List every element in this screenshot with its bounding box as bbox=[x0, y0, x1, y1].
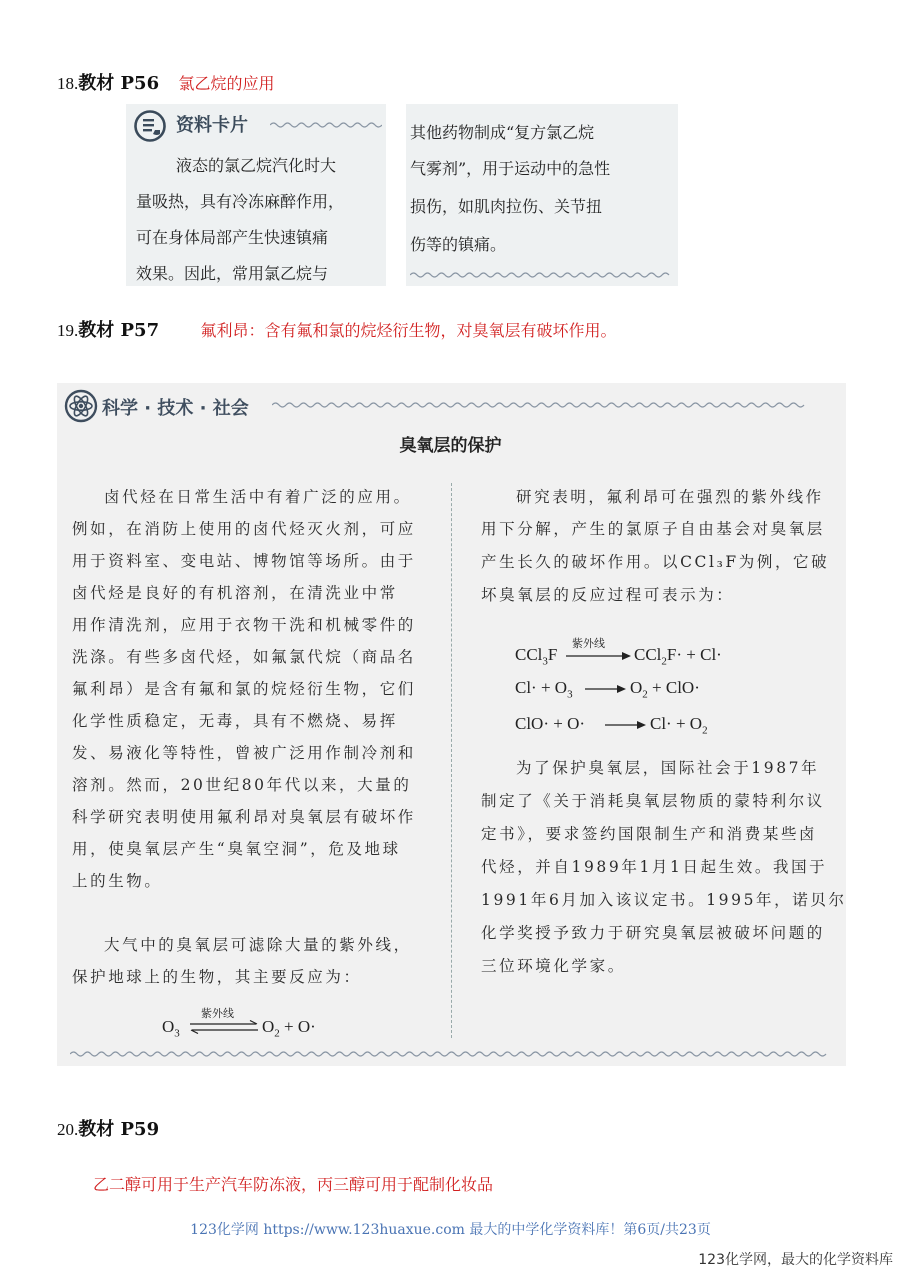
body-text-line: 产生长久的破坏作用。以CCl₃F为例，它破 bbox=[481, 553, 830, 571]
body-text-line: 保护地球上的生物，其主要反应为： bbox=[72, 968, 362, 986]
body-text-line: 化学奖授予致力于研究臭氧层被破坏问题的 bbox=[481, 924, 825, 942]
section-label: 教材 P56 bbox=[78, 73, 160, 94]
body-text-line: 例如，在消防上使用的卤代烃灭火剂，可应 bbox=[72, 520, 416, 538]
section-label: 教材 P59 bbox=[78, 1119, 160, 1140]
section-note: 氟利昂：含有氟和氯的烷烃衍生物，对臭氧层有破坏作用。 bbox=[200, 321, 617, 340]
body-text-line: 氟利昂）是含有氟和氯的烷烃衍生物，它们 bbox=[72, 680, 416, 698]
section-19-heading bbox=[57, 316, 617, 342]
arrow-icon bbox=[566, 651, 632, 661]
body-text-line: 研究表明，氟利昂可在强烈的紫外线作 bbox=[516, 488, 824, 506]
section-note: 乙二醇可用于生产汽车防冻液，丙三醇可用于配制化妆品 bbox=[93, 1175, 494, 1194]
column-divider bbox=[451, 483, 452, 1038]
section-label: 教材 P57 bbox=[78, 320, 160, 341]
equation-reactant: CCl$_3$F bbox=[515, 645, 558, 668]
wave-decoration bbox=[272, 401, 838, 409]
body-text-line: 三位环境化学家。 bbox=[481, 957, 626, 975]
body-text-line: 化学性质稳定，无毒，具有不燃烧、易挥 bbox=[72, 712, 398, 730]
body-text-line: 用作清洗剂，应用于衣物干洗和机械零件的 bbox=[72, 616, 416, 634]
body-text-line: 1991年6月加入该议定书。1995年，诺贝尔 bbox=[481, 891, 847, 909]
body-text-line: 定书》，要求签约国限制生产和消费某些卤 bbox=[481, 825, 818, 843]
card-title: 科学 · 技术 · 社会 bbox=[102, 398, 249, 419]
card-text-line: 损伤，如肌肉拉伤、关节扭 bbox=[410, 194, 602, 217]
body-text-line: 发、易液化等特性，曾被广泛用作制冷剂和 bbox=[72, 744, 416, 762]
equation-product: $Cl\cdot + O_2$ bbox=[650, 714, 708, 737]
body-text-line: 代烃，并自1989年1月1日起生效。我国于 bbox=[481, 858, 828, 876]
section-20-heading bbox=[57, 1115, 159, 1141]
equation-reactant: $Cl\cdot + O_3$ bbox=[515, 678, 573, 701]
body-text-line: 坏臭氧层的反应过程可表示为： bbox=[481, 586, 735, 604]
card-title: 资料卡片 bbox=[176, 115, 248, 136]
section-note: 氯乙烷的应用 bbox=[178, 74, 275, 93]
wave-decoration bbox=[70, 1050, 838, 1058]
wave-decoration bbox=[270, 121, 382, 129]
body-text-line: 用下分解，产生的氯原子自由基会对臭氧层 bbox=[481, 520, 825, 538]
card-text-line: 液态的氯乙烷汽化时大 bbox=[176, 153, 336, 176]
section-number: 20. bbox=[57, 1120, 79, 1139]
equation-product: $O_2 + ClO\cdot$ bbox=[630, 678, 700, 701]
section-18-heading bbox=[57, 69, 275, 95]
arrow-icon bbox=[585, 684, 627, 694]
reversible-arrow-icon bbox=[188, 1020, 260, 1034]
card-text-line: 伤等的镇痛。 bbox=[410, 232, 506, 255]
arrow-icon bbox=[605, 720, 647, 730]
uv-label: 紫外线 bbox=[201, 1007, 234, 1020]
card-text-line: 可在身体局部产生快速镇痛 bbox=[136, 225, 328, 248]
section-number: 19. bbox=[57, 321, 79, 340]
card-text-line: 效果。因此，常用氯乙烷与 bbox=[136, 261, 328, 284]
body-text-line: 溶剂。然而，20世纪80年代以来，大量的 bbox=[72, 776, 412, 794]
body-text-line: 大气中的臭氧层可滤除大量的紫外线， bbox=[104, 936, 412, 954]
wave-decoration bbox=[410, 271, 675, 279]
equation-product: $O_2 + O\cdot$ bbox=[262, 1017, 316, 1040]
page-footer: 123化学网 https://www.123huaxue.com 最大的中学化学资料库！第6页/共23页 bbox=[190, 1222, 711, 1238]
uv-label: 紫外线 bbox=[572, 637, 605, 650]
body-text-line: 卤代烃是良好的有机溶剂，在清洗业中常 bbox=[72, 584, 398, 602]
equation-product: CCl$_2$F· + Cl· bbox=[634, 645, 722, 668]
section-number: 18. bbox=[57, 74, 79, 93]
body-text-line: 洗涤。有些多卤代烃，如氟氯代烷（商品名 bbox=[72, 648, 416, 666]
body-text-line: 卤代烃在日常生活中有着广泛的应用。 bbox=[104, 488, 412, 506]
body-text-line: 用，使臭氧层产生“臭氧空洞”，危及地球 bbox=[72, 840, 401, 858]
body-text-line: 科学研究表明使用氟利昂对臭氧层有破坏作 bbox=[72, 808, 416, 826]
card-text-line: 其他药物制成“复方氯乙烷 bbox=[410, 120, 594, 143]
card-text-line: 气雾剂”，用于运动中的急性 bbox=[410, 156, 610, 179]
watermark-text: 123化学网，最大的化学资料库 bbox=[698, 1252, 893, 1268]
equation-reactant: ClO· + O· bbox=[515, 714, 586, 733]
equation-reactant: $O_3$ bbox=[162, 1017, 180, 1040]
body-text-line: 用于资料室、变电站、博物馆等场所。由于 bbox=[72, 552, 416, 570]
card-text-line: 量吸热，具有冷冻麻醉作用， bbox=[136, 189, 344, 212]
card-subtitle: 臭氧层的保护 bbox=[399, 436, 502, 456]
body-text-line: 上的生物。 bbox=[72, 872, 163, 890]
document-icon bbox=[133, 109, 167, 143]
body-text-line: 制定了《关于消耗臭氧层物质的蒙特利尔议 bbox=[481, 792, 825, 810]
body-text-line: 为了保护臭氧层，国际社会于1987年 bbox=[516, 759, 820, 777]
atom-icon bbox=[64, 389, 98, 423]
